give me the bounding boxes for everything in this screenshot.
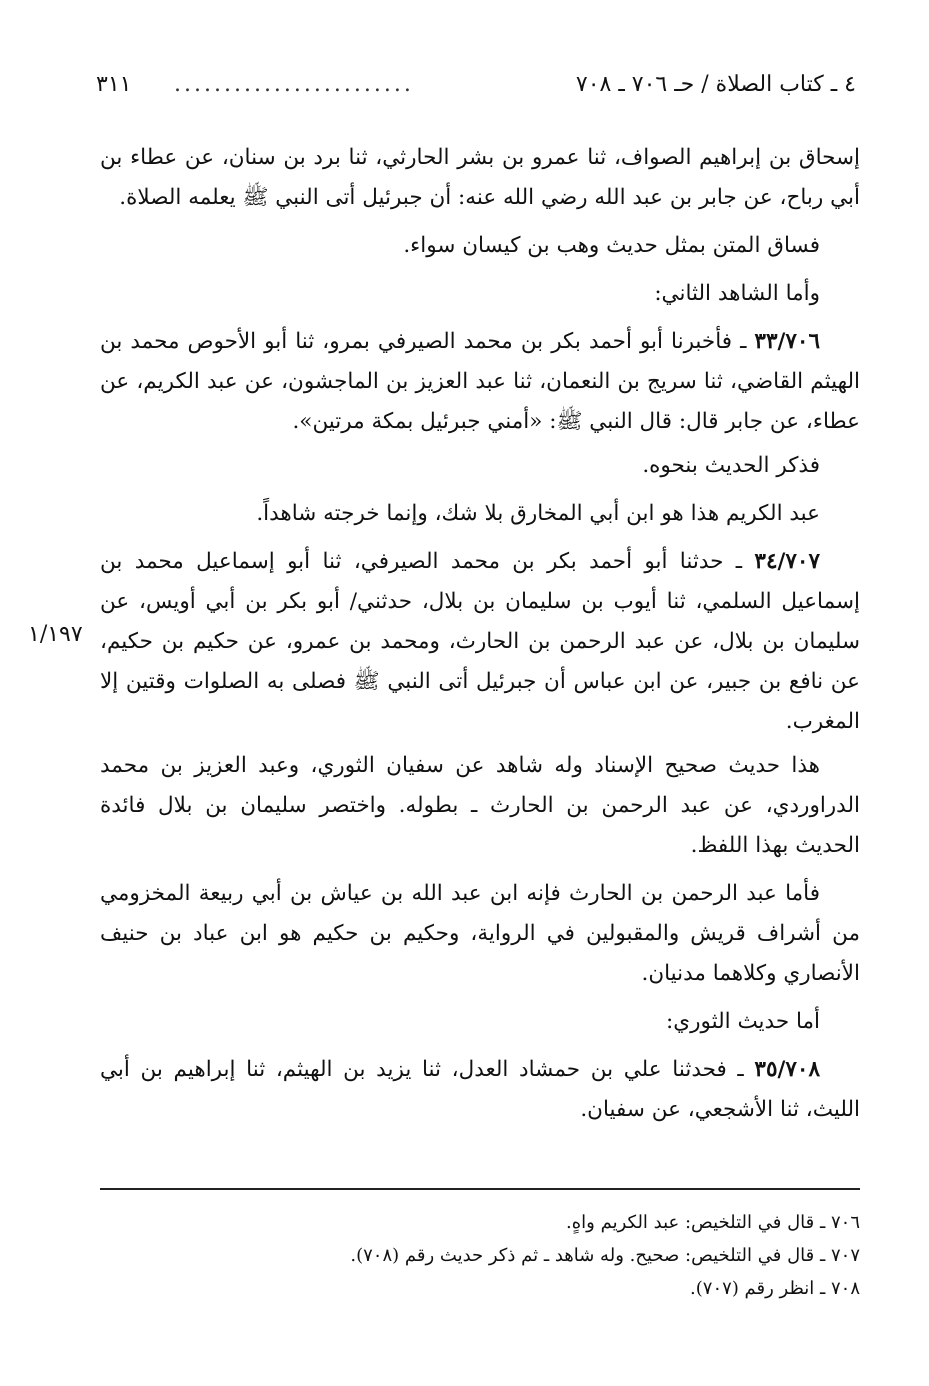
- footnote-707: ٧٠٧ ـ قال في التلخيص: صحيح. وله شاهد ـ ثم ذكر حديث رقم (٧٠٨).: [350, 1245, 860, 1266]
- running-title: ٤ ـ كتاب الصلاة / حـ ٧٠٦ ـ ٧٠٨: [575, 72, 856, 97]
- paragraph-text: إسحاق بن إبراهيم الصواف، ثنا عمرو بن بشر الحارثي، ثنا برد بن سنان، عن عطاء بن أبي رباح، عن جابر بن عبد الله رضي الله عنه: أن جبرئيل أتى النبي ﷺ يعلمه الصلاة.: [100, 145, 860, 210]
- hadith-number: ٣٣/٧٠٦: [754, 329, 820, 354]
- paragraph: [100, 446, 860, 486]
- margin-volume-page-note: ١/١٩٧: [28, 622, 83, 647]
- paragraph-text: وأما الشاهد الثاني:: [654, 281, 820, 306]
- paragraph-text: فذكر الحديث بنحوه.: [642, 453, 820, 478]
- hadith-708: [100, 1050, 860, 1130]
- footnote-708: ٧٠٨ ـ انظر رقم (٧٠٧).: [690, 1278, 860, 1299]
- hadith-text: ـ حدثنا أبو أحمد بكر بن محمد الصيرفي، ثنا أبو إسماعيل محمد بن إسماعيل السلمي، ثنا أيوب بن سليمان بن بلال، حدثني/ أبو بكر بن أبي أويس، عن سليمان بن بلال، عن عبد الرحمن بن الحارث، ومحمد بن عمرو، عن حكيم بن حكيم، عن نافع بن جبير، عن ابن عباس أن جبرئيل أتى النبي ﷺ فصلى به الصلوات وقتين إلا المغرب.: [100, 549, 860, 734]
- paragraph-narrators: [100, 874, 860, 994]
- paragraph-heading: [100, 274, 860, 314]
- paragraph-text: أما حديث الثوري:: [666, 1009, 820, 1034]
- footnote-separator: [100, 1188, 860, 1190]
- hadith-707: [100, 542, 860, 742]
- paragraph: [100, 226, 860, 266]
- page-header: [96, 72, 856, 112]
- paragraph-heading: [100, 1002, 860, 1042]
- paragraph-comment: [100, 494, 860, 534]
- hadith-text: ـ فأخبرنا أبو أحمد بكر بن محمد الصيرفي بمرو، ثنا أبو الأحوص محمد بن الهيثم القاضي، ثنا سريج بن النعمان، ثنا عبد العزيز بن الماجشون، عن عبد الكريم، عن عطاء، عن جابر قال: قال النبي ﷺ: «أمني جبرئيل بمكة مرتين».: [100, 329, 860, 434]
- paragraph-grading: [100, 746, 860, 866]
- footnotes: [100, 1206, 860, 1305]
- paragraph-text: هذا حديث صحيح الإسناد وله شاهد عن سفيان الثوري، وعبد العزيز بن محمد الدراوردي، عن عبد الرحمن بن الحارث ـ بطوله. واختصر سليمان بن بلال فائدة الحديث بهذا اللفظ.: [100, 753, 860, 858]
- paragraph-text: فساق المتن بمثل حديث وهب بن كيسان سواء.: [403, 233, 820, 258]
- hadith-text: ـ فحدثنا علي بن حمشاد العدل، ثنا يزيد بن الهيثم، ثنا إبراهيم بن أبي الليث، ثنا الأشجعي، عن سفيان.: [100, 1057, 860, 1122]
- paragraph-isnad-continuation: [100, 138, 860, 218]
- hadith-number: ٣٥/٧٠٨: [754, 1057, 820, 1082]
- main-text: [100, 138, 860, 1138]
- footnote-706: ٧٠٦ ـ قال في التلخيص: عبد الكريم واهٍ.: [566, 1212, 860, 1233]
- page-number: ٣١١: [96, 72, 132, 97]
- hadith-706: [100, 322, 860, 442]
- header-leader-dots: ........................: [174, 72, 414, 97]
- paragraph-text: فأما عبد الرحمن بن الحارث فإنه ابن عبد الله بن عياش بن أبي ربيعة المخزومي من أشراف قريش والمقبولين في الرواية، وحكيم بن حكيم هو ابن عباد بن حنيف الأنصاري وكلاهما مدنيان.: [100, 881, 860, 986]
- paragraph-text: عبد الكريم هذا هو ابن أبي المخارق بلا شك، وإنما خرجته شاهداً.: [256, 501, 820, 526]
- hadith-number: ٣٤/٧٠٧: [754, 549, 820, 574]
